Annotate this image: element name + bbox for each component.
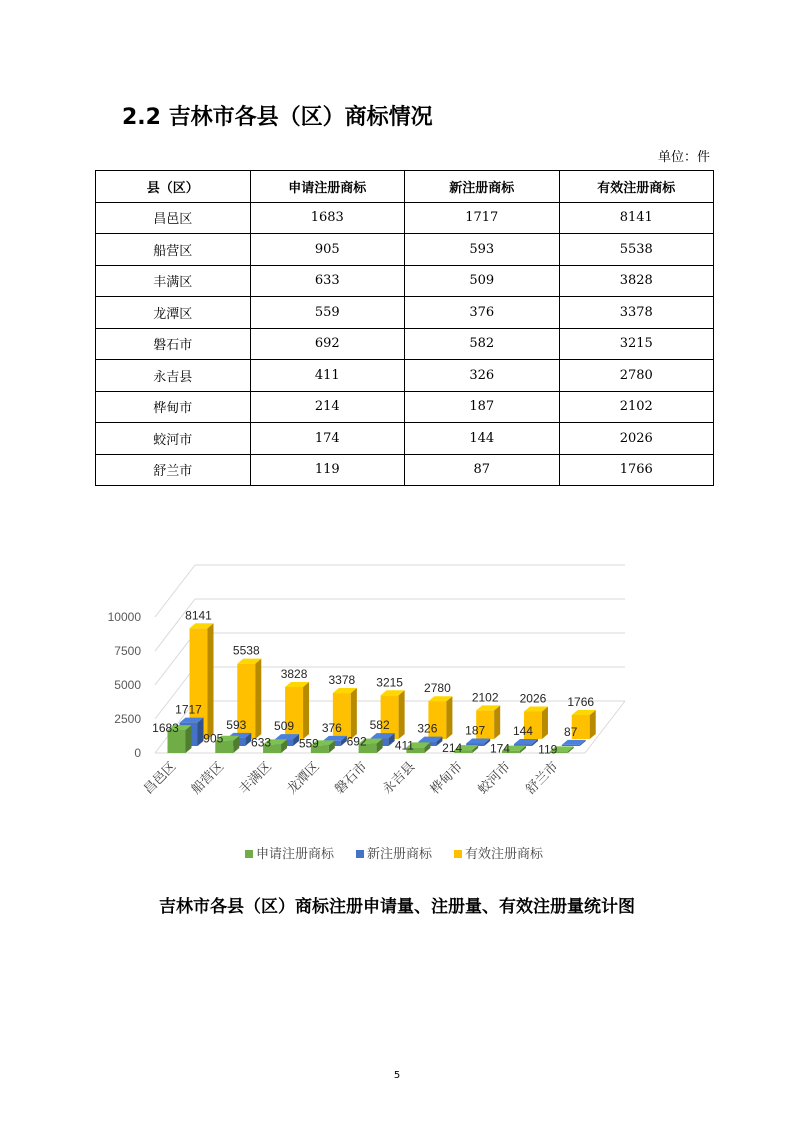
cell-applications: 692 [250, 328, 405, 360]
grid-line [155, 633, 195, 685]
category-label: 磐石市 [332, 759, 371, 798]
data-label: 633 [251, 735, 272, 750]
bar-有效注册商标-side [590, 710, 596, 739]
category-label: 丰满区 [236, 759, 275, 798]
legend-swatch [454, 850, 462, 858]
legend-swatch [245, 850, 253, 858]
cell-new: 593 [405, 234, 560, 266]
data-label: 582 [369, 718, 390, 733]
data-label: 144 [512, 724, 533, 739]
page-number: 5 [393, 1070, 401, 1081]
data-label: 509 [274, 719, 295, 734]
data-label: 411 [394, 738, 414, 753]
data-label: 559 [298, 736, 319, 751]
y-tick-label: 10000 [107, 610, 141, 624]
cell-new: 187 [405, 391, 560, 423]
trademark-3d-bar-chart [95, 560, 695, 870]
y-tick-label: 0 [134, 746, 141, 760]
category-label: 桦甸市 [427, 759, 466, 798]
table-row [96, 328, 714, 360]
bar-有效注册商标-side [542, 706, 548, 739]
category-label: 舒兰市 [523, 759, 562, 798]
cell-applications: 411 [250, 360, 405, 392]
cell-district: 龙潭区 [96, 297, 251, 329]
bar-有效注册商标-side [399, 690, 405, 739]
data-label: 87 [564, 724, 578, 739]
cell-district: 舒兰市 [96, 454, 251, 486]
data-label: 2780 [424, 681, 451, 696]
category-label: 船营区 [188, 759, 228, 798]
cell-district: 船营区 [96, 234, 251, 266]
cell-valid: 2780 [559, 360, 714, 392]
unit-label: 单位：件 [657, 150, 710, 165]
cell-district: 丰满区 [96, 265, 251, 297]
bar-新注册商标-front [562, 745, 580, 746]
cell-valid: 2026 [559, 423, 714, 455]
y-tick-label: 5000 [114, 678, 141, 692]
table-row [96, 297, 714, 329]
cell-applications: 174 [250, 423, 405, 455]
table-row [96, 454, 714, 486]
data-label: 214 [442, 741, 463, 756]
table-row [96, 265, 714, 297]
y-tick-label: 7500 [114, 644, 141, 658]
cell-applications: 1683 [250, 202, 405, 234]
cell-new: 509 [405, 265, 560, 297]
legend-label: 有效注册商标 [465, 847, 544, 862]
cell-valid: 2102 [559, 391, 714, 423]
data-label: 2102 [471, 690, 499, 705]
header-applications: 申请注册商标 [250, 171, 405, 203]
cell-new: 1717 [405, 202, 560, 234]
category-label: 龙潭区 [284, 759, 323, 798]
cell-valid: 1766 [559, 454, 714, 486]
table-row [96, 202, 714, 234]
table-row [96, 423, 714, 455]
section-heading: 2.2 吉林市各县（区）商标情况 [122, 105, 433, 130]
cell-district: 桦甸市 [96, 391, 251, 423]
category-label: 永吉县 [380, 759, 419, 798]
cell-district: 永吉县 [96, 360, 251, 392]
cell-valid: 3215 [559, 328, 714, 360]
bar-有效注册商标-side [255, 659, 261, 739]
cell-district: 蛟河市 [96, 423, 251, 455]
header-district: 县（区） [96, 171, 251, 203]
cell-district: 昌邑区 [96, 202, 251, 234]
table-row [96, 360, 714, 392]
data-label: 3378 [328, 673, 356, 688]
bar-有效注册商标-side [494, 705, 500, 739]
cell-applications: 559 [250, 297, 405, 329]
data-label: 376 [321, 720, 342, 735]
bar-有效注册商标-side [446, 696, 452, 739]
header-new-registrations: 新注册商标 [405, 171, 560, 203]
category-label: 蛟河市 [475, 759, 514, 798]
data-label: 174 [489, 741, 510, 756]
data-label: 1766 [567, 694, 595, 709]
cell-applications: 633 [250, 265, 405, 297]
bar-有效注册商标-side [208, 623, 214, 739]
data-label: 905 [203, 731, 224, 746]
y-tick-label: 2500 [114, 712, 141, 726]
data-label: 2026 [519, 691, 547, 706]
cell-new: 326 [405, 360, 560, 392]
bar-新注册商标-top [562, 740, 586, 745]
cell-district: 磐石市 [96, 328, 251, 360]
data-label: 692 [346, 734, 367, 749]
data-label: 187 [465, 723, 486, 738]
table-row [96, 391, 714, 423]
cell-applications: 119 [250, 454, 405, 486]
cell-valid: 8141 [559, 202, 714, 234]
cell-applications: 905 [250, 234, 405, 266]
table-header-row [96, 171, 714, 203]
cell-new: 582 [405, 328, 560, 360]
data-label: 1683 [152, 721, 179, 736]
legend-swatch [356, 850, 364, 858]
chart-caption: 吉林市各县（区）商标注册申请量、注册量、有效注册量统计图 [159, 897, 635, 917]
header-valid-registrations: 有效注册商标 [559, 171, 714, 203]
legend-label: 申请注册商标 [256, 847, 335, 862]
legend-label: 新注册商标 [367, 847, 433, 862]
cell-applications: 214 [250, 391, 405, 423]
grid-line [155, 599, 195, 651]
cell-new: 87 [405, 454, 560, 486]
cell-valid: 3828 [559, 265, 714, 297]
cell-valid: 5538 [559, 234, 714, 266]
data-label: 1717 [175, 702, 202, 717]
bar-有效注册商标-side [351, 688, 357, 739]
data-label: 326 [417, 721, 438, 736]
trademark-table [95, 170, 714, 486]
cell-new: 376 [405, 297, 560, 329]
cell-valid: 3378 [559, 297, 714, 329]
data-label: 3828 [280, 666, 308, 681]
data-label: 3215 [376, 675, 403, 690]
cell-new: 144 [405, 423, 560, 455]
data-label: 5538 [232, 643, 260, 658]
table-row [96, 234, 714, 266]
category-label: 昌邑区 [141, 759, 180, 798]
data-label: 593 [226, 717, 247, 732]
data-label: 8141 [185, 608, 212, 623]
data-label: 119 [538, 742, 558, 757]
bar-有效注册商标-side [303, 682, 309, 739]
